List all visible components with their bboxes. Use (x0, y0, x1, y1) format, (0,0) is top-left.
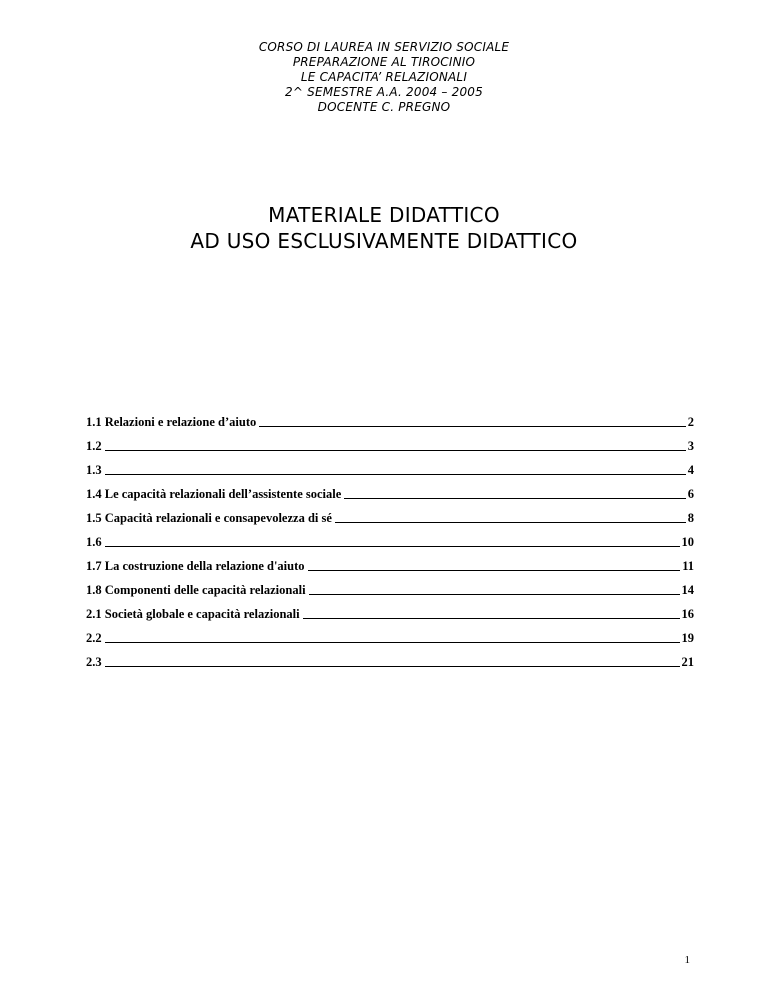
toc-entry[interactable] (86, 405, 694, 429)
toc-entry-page: 10 (681, 535, 694, 549)
toc-entry-page: 11 (682, 559, 694, 573)
toc-entry[interactable] (86, 525, 694, 549)
toc-entry-label: 2.1 Società globale e capacità relazionali (86, 607, 300, 621)
toc-entry[interactable] (86, 453, 694, 477)
toc-leader-line (259, 425, 686, 427)
toc-entry-label: 1.2 (86, 439, 102, 453)
toc-entry-label: 1.7 La costruzione della relazione d'aiuto (86, 559, 305, 573)
toc-entry-page: 6 (687, 487, 694, 501)
toc-leader-line (309, 593, 680, 595)
toc-leader-line (303, 617, 680, 619)
toc-entry-label: 1.5 Capacità relazionali e consapevolezza di sé (86, 511, 332, 525)
toc-entry[interactable] (86, 477, 694, 501)
toc-entry-label: 2.2 (86, 631, 102, 645)
toc-entry-label: 1.3 (86, 463, 102, 477)
header-line-semester: 2^ SEMESTRE A.A. 2004 – 2005 (285, 85, 483, 99)
title-line-2: AD USO ESCLUSIVAMENTE DIDATTICO (190, 229, 578, 253)
toc-leader-line (105, 449, 686, 451)
course-header (0, 40, 768, 115)
toc-entry[interactable] (86, 429, 694, 453)
header-line-course: CORSO DI LAUREA IN SERVIZIO SOCIALE (258, 40, 510, 54)
toc-leader-line (105, 545, 680, 547)
toc-leader-line (344, 497, 685, 499)
header-line-teacher: DOCENTE C. PREGNO (317, 100, 451, 114)
toc-entry-page: 4 (687, 463, 694, 477)
toc-leader-line (335, 521, 686, 523)
header-line-topic: LE CAPACITA’ RELAZIONALI (300, 70, 468, 84)
toc-entry[interactable] (86, 645, 694, 669)
toc-leader-line (308, 569, 681, 571)
toc-entry-page: 2 (687, 415, 694, 429)
page-number: 1 (684, 954, 690, 966)
toc-leader-line (105, 641, 680, 643)
toc-leader-line (105, 473, 686, 475)
toc-entry-page: 8 (687, 511, 694, 525)
toc-entry-label: 1.4 Le capacità relazionali dell’assistente sociale (86, 487, 342, 501)
document-title (0, 202, 768, 254)
toc-entry-label: 2.3 (86, 655, 102, 669)
toc-entry-label: 1.8 Componenti delle capacità relazionali (86, 583, 306, 597)
toc-entry[interactable] (86, 573, 694, 597)
toc-entry[interactable] (86, 597, 694, 621)
toc-entry-page: 19 (681, 631, 694, 645)
header-line-subject: PREPARAZIONE AL TIROCINIO (292, 55, 476, 69)
toc-entry-page: 14 (681, 583, 694, 597)
toc-entry-label: 1.6 (86, 535, 102, 549)
toc-entry[interactable] (86, 501, 694, 525)
toc-entry-page: 21 (681, 655, 694, 669)
toc-entry-label: 1.1 Relazioni e relazione d’aiuto (86, 415, 257, 429)
toc-entry-page: 16 (681, 607, 694, 621)
title-line-1: MATERIALE DIDATTICO (268, 203, 500, 227)
toc-leader-line (105, 665, 680, 667)
table-of-contents (86, 405, 694, 669)
toc-entry[interactable] (86, 621, 694, 645)
toc-entry[interactable] (86, 549, 694, 573)
toc-entry-page: 3 (687, 439, 694, 453)
